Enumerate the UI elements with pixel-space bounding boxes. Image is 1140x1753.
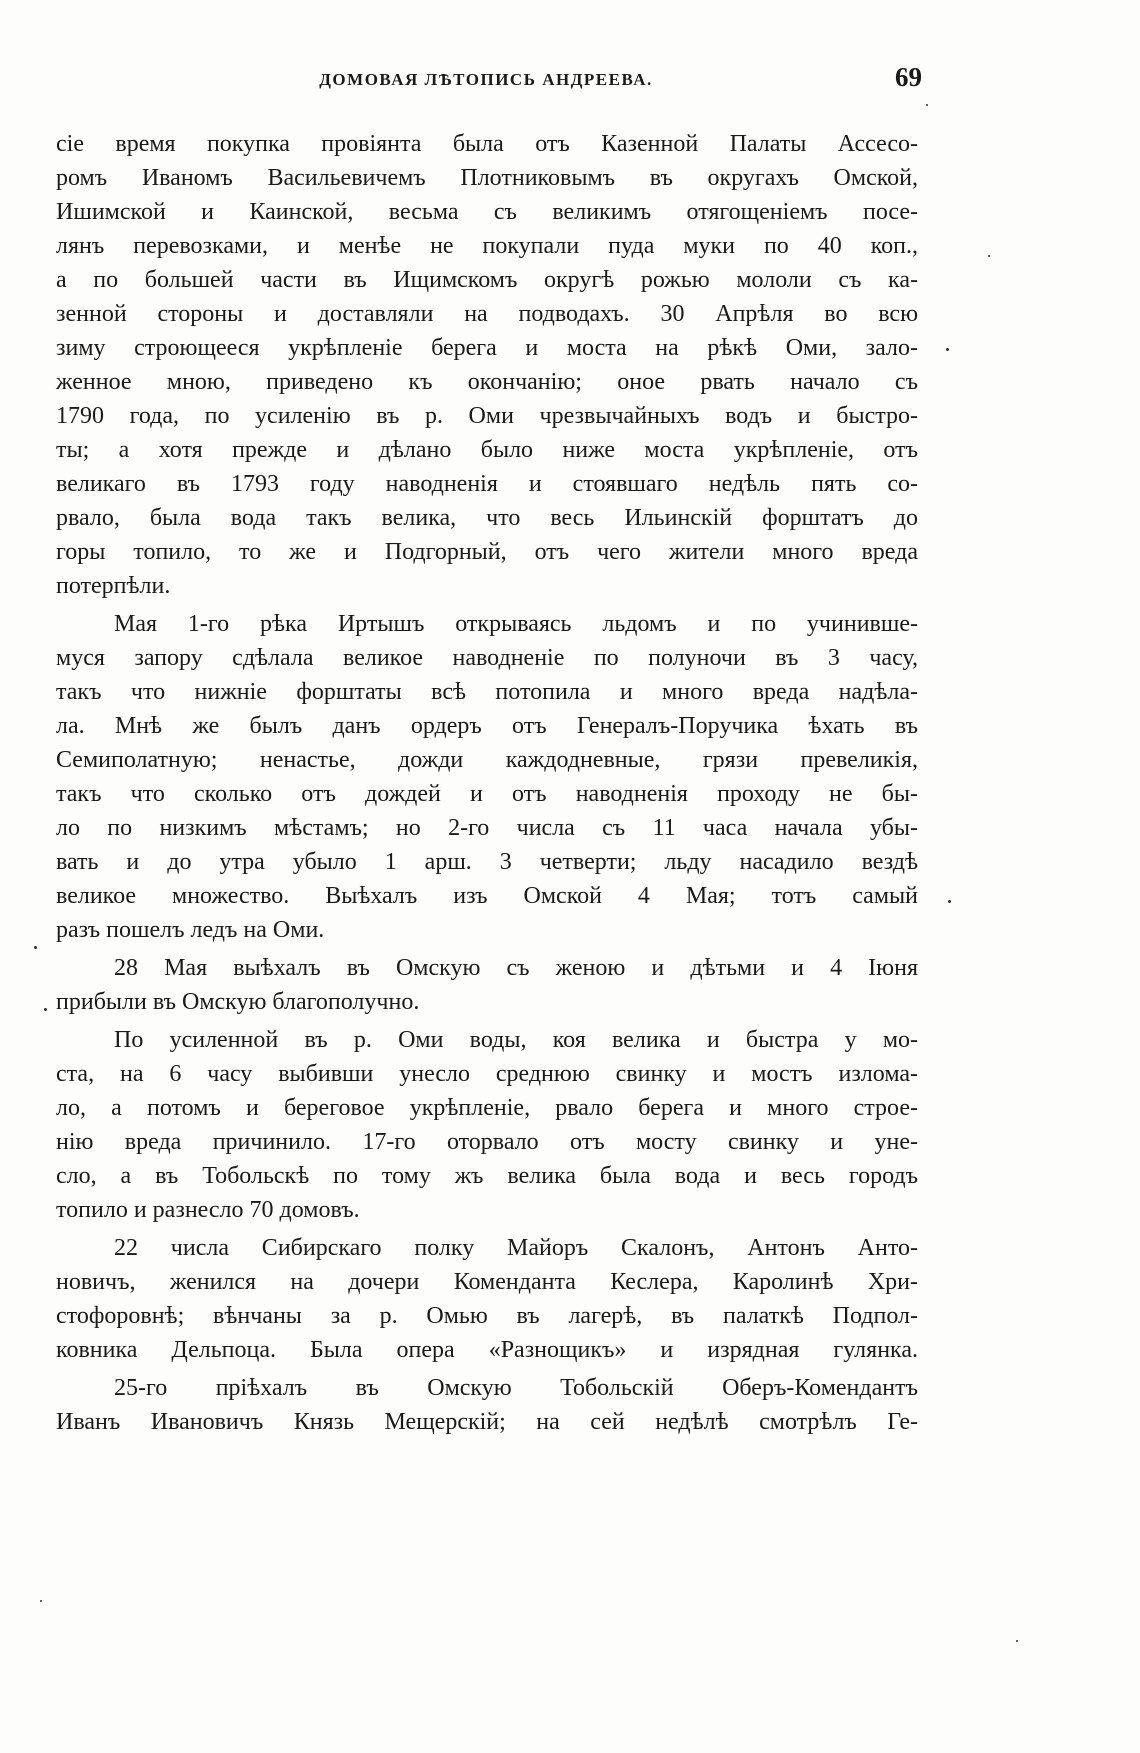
text-line: ты; а хотя прежде и дѣлано было ниже моста укрѣпленіе, отъ [56,437,918,463]
scan-speck [1016,1640,1018,1642]
text-line: великаго въ 1793 году наводненія и стоявшаго недѣль пять со- [56,471,918,497]
text-line: потерпѣли. [56,573,171,599]
paragraph [56,1371,918,1439]
text-line: зенной стороны и доставляли на подводахъ. 30 Апрѣля во всю [56,301,918,327]
text-line: зиму строющееся укрѣпленіе берега и моста на рѣкѣ Оми, зало- [56,335,918,361]
body-text [56,127,918,1439]
text-line: стофоровнѣ; вѣнчаны за р. Омью въ лагерѣ, въ палаткѣ Подпол- [56,1303,918,1329]
text-line: 28 Мая выѣхалъ въ Омскую съ женою и дѣтьми и 4 Іюня [114,955,918,981]
text-line: Мая 1-го рѣка Иртышъ открываясь льдомъ и по учинившe- [114,611,918,637]
scan-speck [988,255,990,257]
text-line: великое множество. Выѣхалъ изъ Омской 4 Мая; тотъ самый [56,883,918,909]
text-line: горы топило, то же и Подгорный, отъ чего жители много вреда [56,539,918,565]
text-line: сіе время покупка провіянта была отъ Казенной Палаты Ассесо- [56,131,918,157]
paragraph [56,951,918,1019]
text-line: 25-го пріѣхалъ въ Омскую Тобольскій Оберъ-Комендантъ [114,1375,918,1401]
paragraph [56,607,918,947]
scan-speck [948,900,951,903]
text-line: ста, на 6 часу выбивши унесло среднюю свинку и мостъ излома- [56,1061,918,1087]
text-line: такъ что сколько отъ дождей и отъ наводненія проходу не бы- [56,781,918,807]
paragraph-continuation [56,127,918,603]
text-line: 22 числа Сибирскаго полку Майоръ Скалонъ, Антонъ Анто- [114,1235,918,1261]
scan-speck [44,1008,47,1011]
paragraph [56,1023,918,1227]
text-line: муся запору сдѣлала великое наводненіе по полуночи въ 3 часу, [56,645,918,671]
paragraph [56,1231,918,1367]
text-line: рвало, была вода такъ велика, что весь Ильинскій форштатъ до [56,505,918,531]
text-line: лянъ перевозками, и менѣе не покупали пуда муки по 40 коп., [56,233,918,259]
scan-speck [946,348,949,351]
text-line: Ишимской и Каинской, весьма съ великимъ отягощеніемъ посе- [56,199,918,225]
text-line: женное мною, приведено къ окончанію; оное рвать начало съ [56,369,918,395]
text-line: ло, а потомъ и береговое укрѣпленіе, рвало берега и много строе- [56,1095,918,1121]
running-title: ДОМОВАЯ ЛѢТОПИСЬ АНДРЕЕВА. [319,70,653,89]
scan-speck [40,1600,42,1602]
text-line: такъ что нижніе форштаты всѣ потопила и много вреда надѣла- [56,679,918,705]
text-line: ромъ Иваномъ Васильевичемъ Плотниковымъ въ округахъ Омской, [56,165,918,191]
text-line: ло по низкимъ мѣстамъ; но 2-го числа съ 11 часа начала убы- [56,815,918,841]
scan-speck [34,946,37,949]
text-line: топило и разнесло 70 домовъ. [56,1197,360,1223]
text-line: вать и до утра убыло 1 арш. 3 четверти; льду насадило вездѣ [56,849,918,875]
scan-speck [926,104,928,106]
text-line: новичъ, женился на дочери Коменданта Кеслера, Каролинѣ Хри- [56,1269,918,1295]
text-line: ковника Дельпоца. Была опера «Разнощикъ» и изрядная гулянка. [56,1337,918,1363]
text-line: По усиленной въ р. Оми воды, коя велика и быстра у мо- [114,1027,918,1053]
running-head [56,62,922,96]
text-line: сло, а въ Тобольскѣ по тому жъ велика была вода и весь городъ [56,1163,918,1189]
text-line: ла. Мнѣ же былъ данъ ордеръ отъ Генералъ-Поручика ѣхать въ [56,713,918,739]
text-line: 1790 года, по усиленію въ р. Оми чрезвычайныхъ водъ и быстро- [56,403,918,429]
text-line: а по большей части въ Ищимскомъ округѣ рожью мололи съ ка- [56,267,918,293]
text-line: прибыли въ Омскую благополучно. [56,989,420,1015]
text-line: нію вреда причинило. 17-го оторвало отъ мосту свинку и уне- [56,1129,918,1155]
text-line: Иванъ Ивановичъ Князь Мещерскій; на сей недѣлѣ смотрѣлъ Ге- [56,1409,918,1435]
page-number: 69 [895,62,922,92]
text-line: Семиполатную; ненастье, дожди каждодневные, грязи превеликія, [56,747,918,773]
text-line: разъ пошелъ ледъ на Оми. [56,917,325,943]
